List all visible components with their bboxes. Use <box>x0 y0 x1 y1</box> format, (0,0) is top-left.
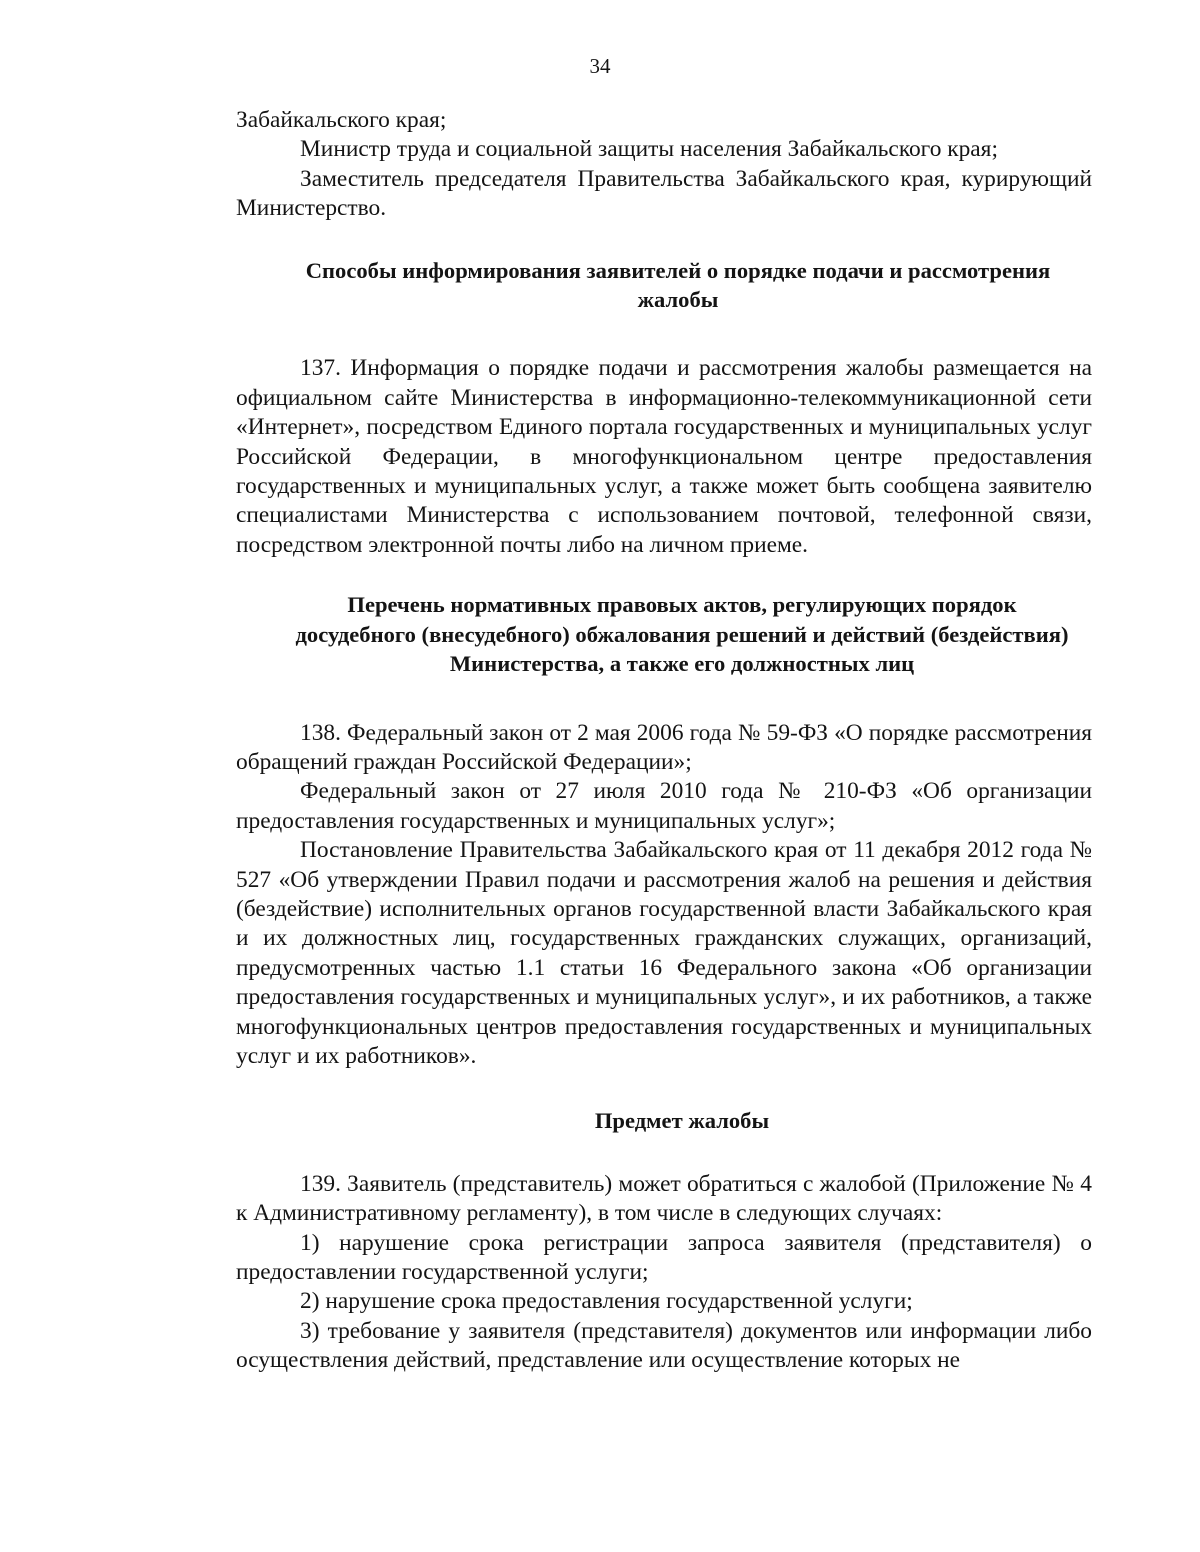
intro-line-2: Министр труда и социальной защиты населения Забайкальского края; <box>300 136 998 163</box>
paragraph-139: 139. Заявитель (представитель) может обратиться с жалобой (Приложение № 4 к Административному регламенту), в том числе в следующих случаях: <box>236 1170 1092 1227</box>
document-body <box>236 106 1092 1376</box>
list-item-2: 2) нарушение срока предоставления государственной услуги; <box>300 1288 913 1315</box>
paragraph-137: 137. Информация о порядке подачи и рассмотрения жалобы размещается на официальном сайте Министерства в информационно-телекоммуникационной сети «Интернет», посредством Единого портала государственных и муниципальных услуг Российской Федерации, в многофункциональном центре предоставления государственных и муниципальных услуг, а также может быть сообщена заявителю специалистами Министерства с использованием почтовой, телефонной связи, посредством электронной почты либо на личном приеме. <box>236 355 1092 558</box>
list-item-3: 3) требование у заявителя (представителя) документов или информации либо осуществления действий, представление или осуществление которых не <box>236 1317 1092 1374</box>
paragraph-decree-527: Постановление Правительства Забайкальского края от 11 декабря 2012 года № 527 «Об утверждении Правил подачи и рассмотрения жалоб на решения и действия (бездействие) исполнительных органов государственной власти Забайкальского края и их должностных лиц, государственных гражданских служащих, организаций, предусмотренных частью 1.1 статьи 16 Федерального закона «Об организации предоставления государственных и муниципальных услуг», и их работников, а также многофункциональных центров предоставления государственных и муниципальных услуг и их работников». <box>236 837 1092 1069</box>
page-number: 34 <box>589 54 611 78</box>
paragraph-138: 138. Федеральный закон от 2 мая 2006 года № 59-ФЗ «О порядке рассмотрения обращений граждан Российской Федерации»; <box>236 719 1092 775</box>
section-heading-complaint-subject: Предмет жалобы <box>594 1108 770 1134</box>
section-heading-informing: Способы информирования заявителей о порядке подачи и рассмотрения жалобы <box>305 257 1051 313</box>
intro-line-1: Забайкальского края; <box>236 107 447 133</box>
intro-line-3: Заместитель председателя Правительства Забайкальского края, курирующий Министерство. <box>236 165 1092 222</box>
paragraph-law-210: Федеральный закон от 27 июля 2010 года № 210-ФЗ «Об организации предоставления государственных и муниципальных услуг»; <box>236 778 1092 834</box>
list-item-1: 1) нарушение срока регистрации запроса заявителя (представителя) о предоставлении государственной услуги; <box>236 1229 1092 1285</box>
section-heading-legal-acts: Перечень нормативных правовых актов, регулирующих порядок досудебного (внесудебного) обжалования решений и действий (бездействия) Министерства, а также его должностных лиц <box>295 592 1069 677</box>
